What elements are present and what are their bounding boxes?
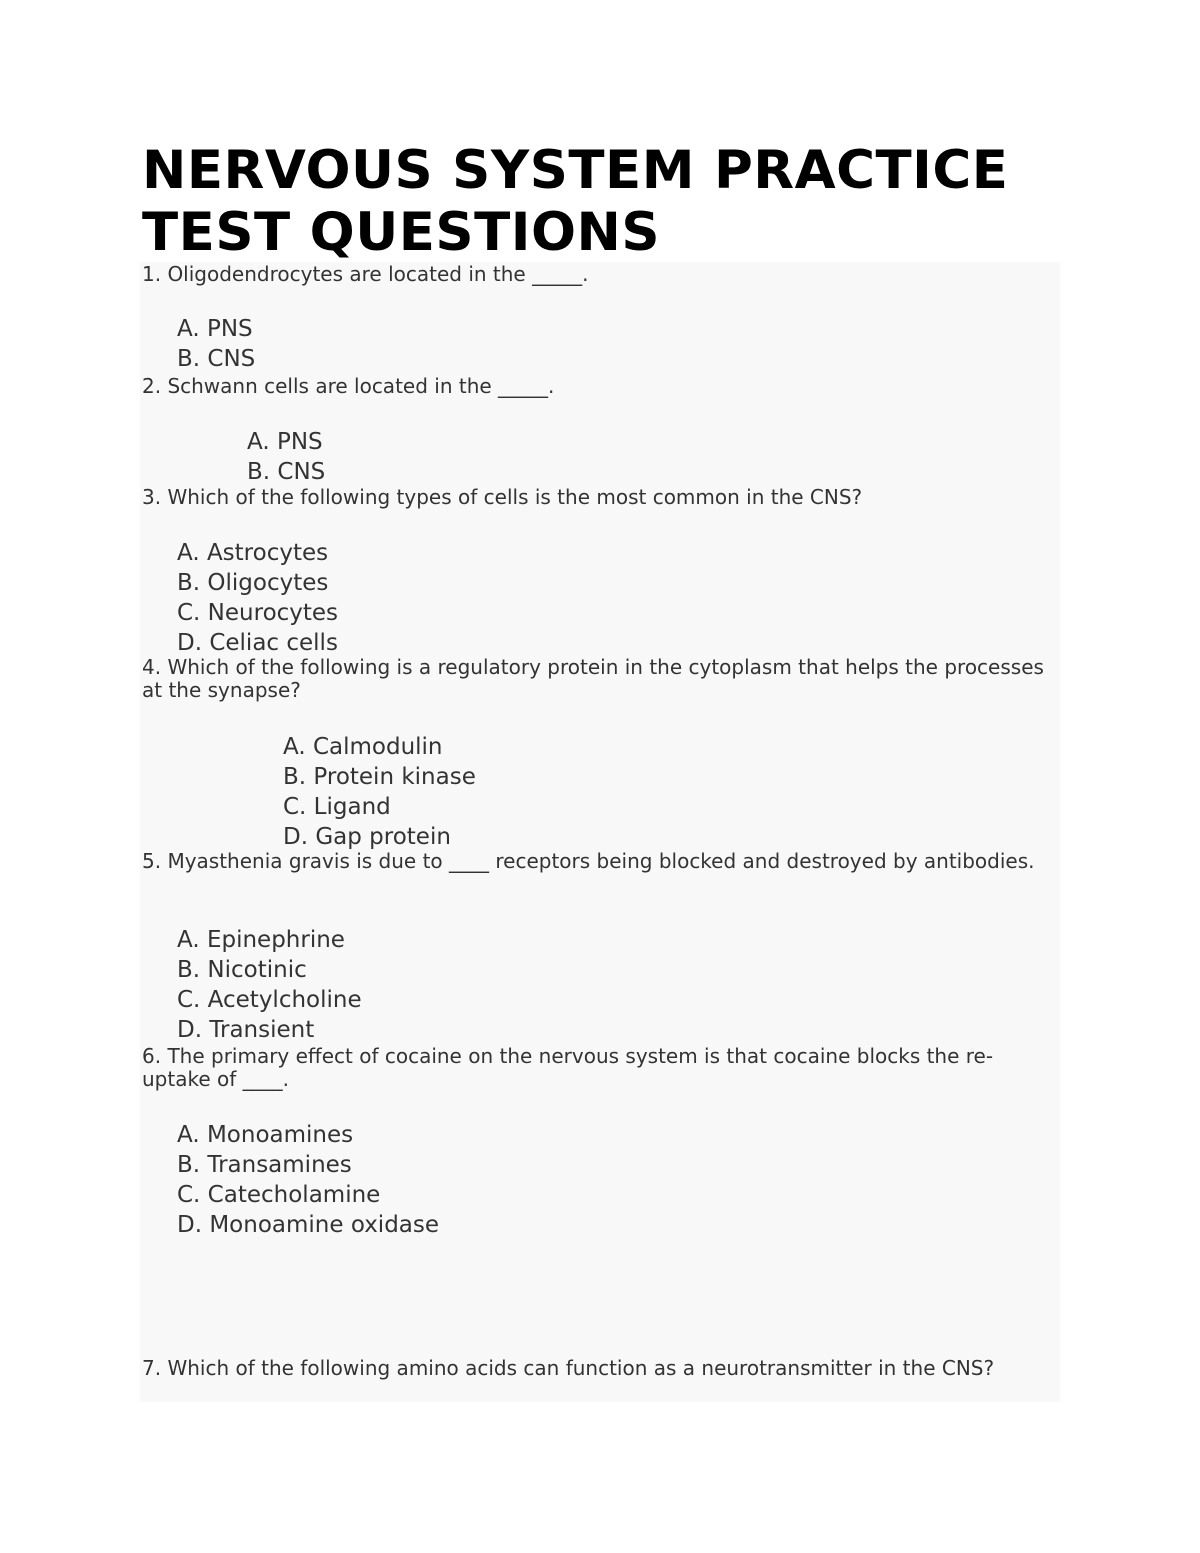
question-7-text: 7. Which of the following amino acids can function as a neurotransmitter in the CNS? bbox=[142, 1356, 995, 1380]
option-6-a: A. Monoamines bbox=[177, 1122, 354, 1148]
question-5-options bbox=[177, 925, 362, 1045]
option-5-d: D. Transient bbox=[177, 1017, 315, 1043]
option-6-c: C. Catecholamine bbox=[177, 1182, 381, 1208]
question-3-options bbox=[177, 538, 338, 658]
option-4-c: C. Ligand bbox=[283, 794, 391, 820]
option-6-d: D. Monoamine oxidase bbox=[177, 1212, 440, 1238]
question-4-options bbox=[283, 732, 476, 852]
option-4-d: D. Gap protein bbox=[283, 824, 451, 850]
option-5-c: C. Acetylcholine bbox=[177, 987, 362, 1013]
question-1-options bbox=[177, 314, 255, 374]
option-1-a: A. PNS bbox=[177, 316, 253, 342]
option-5-b: B. Nicotinic bbox=[177, 957, 307, 983]
question-2-options bbox=[247, 427, 325, 487]
option-2-b: B. CNS bbox=[247, 459, 326, 485]
question-4-text: 4. Which of the following is a regulatory protein in the cytoplasm that helps the processes at the synapse? bbox=[142, 655, 1044, 702]
option-3-c: C. Neurocytes bbox=[177, 600, 339, 626]
option-6-b: B. Transamines bbox=[177, 1152, 352, 1178]
option-5-a: A. Epinephrine bbox=[177, 927, 345, 953]
option-2-a: A. PNS bbox=[247, 429, 323, 455]
option-3-b: B. Oligocytes bbox=[177, 570, 329, 596]
option-4-a: A. Calmodulin bbox=[283, 734, 443, 760]
option-4-b: B. Protein kinase bbox=[283, 764, 476, 790]
question-3-text: 3. Which of the following types of cells is the most common in the CNS? bbox=[142, 485, 863, 509]
question-6-options bbox=[177, 1120, 439, 1240]
page-title: NERVOUS SYSTEM PRACTICE TEST QUESTIONS bbox=[142, 140, 1009, 263]
question-5-text: 5. Myasthenia gravis is due to ____ receptors being blocked and destroyed by antibodies. bbox=[142, 849, 1035, 873]
option-1-b: B. CNS bbox=[177, 346, 256, 372]
option-3-a: A. Astrocytes bbox=[177, 540, 329, 566]
question-1-text: 1. Oligodendrocytes are located in the _____. bbox=[142, 262, 589, 286]
option-3-d: D. Celiac cells bbox=[177, 630, 338, 656]
question-6-text: 6. The primary effect of cocaine on the nervous system is that cocaine blocks the re-uptake of ____. bbox=[142, 1044, 994, 1091]
question-2-text: 2. Schwann cells are located in the _____. bbox=[142, 374, 555, 398]
